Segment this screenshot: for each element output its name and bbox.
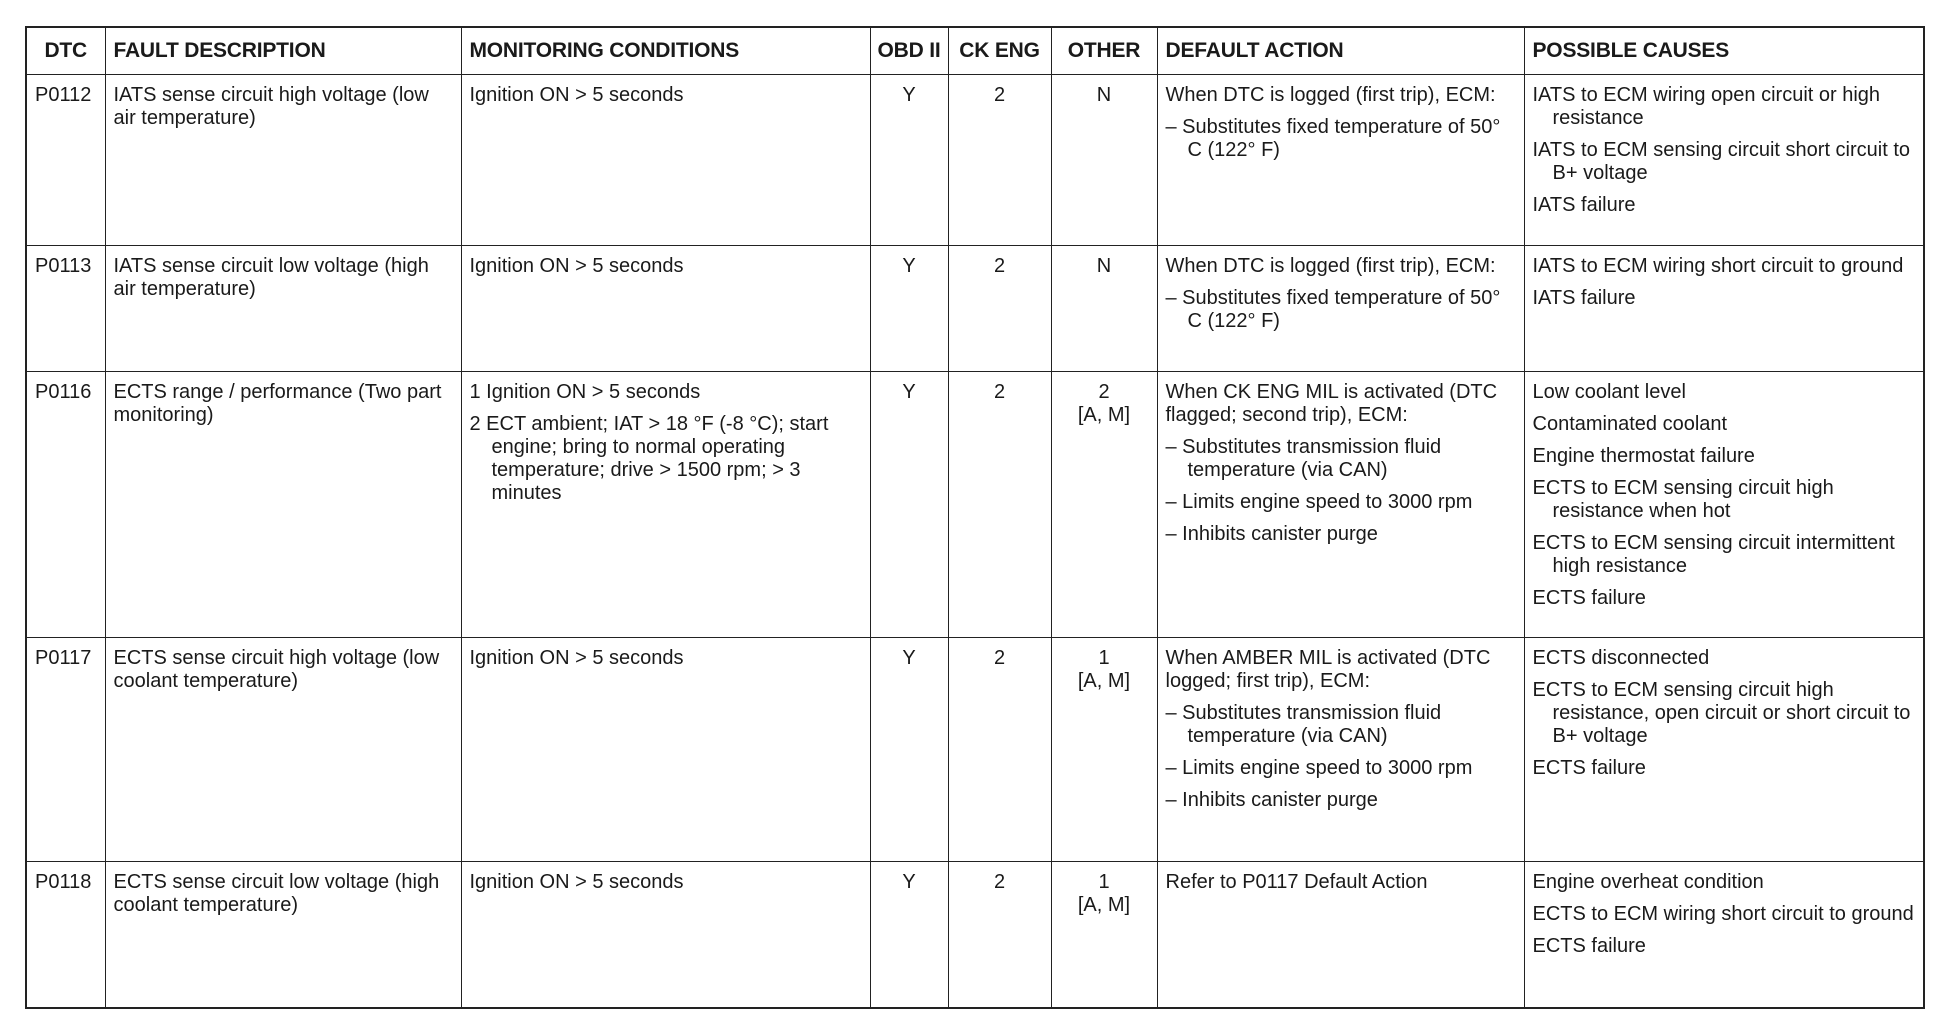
cause-item: ECTS failure [1532, 587, 1646, 609]
default-action [1157, 862, 1524, 1009]
monitoring-line: Ignition ON > 5 seconds [469, 255, 684, 277]
header-dtc: DTC [26, 27, 105, 75]
default-action [1157, 246, 1524, 372]
header-ck-eng: CK ENG [948, 27, 1051, 75]
header-other: OTHER [1051, 27, 1157, 75]
action-item: – Substitutes transmission fluid temperature (via CAN) [1165, 436, 1442, 481]
possible-causes [1524, 372, 1924, 638]
default-action [1157, 638, 1524, 862]
obd-ii-value: Y [870, 638, 948, 862]
header-fault-description: FAULT DESCRIPTION [105, 27, 461, 75]
ck-eng-value: 2 [948, 862, 1051, 1009]
possible-causes [1524, 638, 1924, 862]
other-value [1051, 75, 1157, 246]
other-main: 2 [1098, 381, 1110, 403]
cause-item: ECTS to ECM sensing circuit intermittent high resistance [1532, 532, 1895, 577]
dtc-code: P0113 [26, 246, 105, 372]
cause-item: IATS to ECM wiring short circuit to ground [1532, 255, 1904, 277]
monitoring-conditions [461, 638, 870, 862]
action-item: – Inhibits canister purge [1165, 789, 1378, 811]
table-row-p0113 [26, 246, 1924, 372]
header-row [26, 27, 1924, 75]
monitoring-line: 2 ECT ambient; IAT > 18 °F (-8 °C); start engine; bring to normal operating temperature; drive > 1500 rpm; > 3 minutes [469, 413, 829, 504]
other-value [1051, 246, 1157, 372]
obd-ii-value: Y [870, 862, 948, 1009]
other-main: N [1096, 84, 1112, 106]
obd-ii-value: Y [870, 372, 948, 638]
action-intro: When AMBER MIL is activated (DTC logged; first trip), ECM: [1165, 647, 1491, 692]
other-sub: [A, M] [1077, 670, 1131, 692]
possible-causes [1524, 75, 1924, 246]
monitoring-conditions [461, 75, 870, 246]
cause-item: IATS failure [1532, 287, 1636, 309]
dtc-code: P0116 [26, 372, 105, 638]
obd-ii-value: Y [870, 246, 948, 372]
cause-item: Engine overheat condition [1532, 871, 1764, 893]
action-intro: When CK ENG MIL is activated (DTC flagged; second trip), ECM: [1165, 381, 1498, 426]
cause-item: IATS failure [1532, 194, 1636, 216]
other-main: 1 [1098, 871, 1110, 893]
cause-item: ECTS to ECM sensing circuit high resistance when hot [1532, 477, 1834, 522]
default-action [1157, 75, 1524, 246]
monitoring-line: Ignition ON > 5 seconds [469, 84, 684, 106]
cause-item: ECTS to ECM sensing circuit high resistance, open circuit or short circuit to B+ voltage [1532, 679, 1911, 747]
ck-eng-value: 2 [948, 246, 1051, 372]
action-item: – Substitutes fixed temperature of 50° C (122° F) [1165, 116, 1501, 161]
default-action [1157, 372, 1524, 638]
dtc-code: P0118 [26, 862, 105, 1009]
fault-description: IATS sense circuit low voltage (high air temperature) [105, 246, 461, 372]
action-intro: When DTC is logged (first trip), ECM: [1165, 255, 1496, 277]
table-row-p0117 [26, 638, 1924, 862]
ck-eng-value: 2 [948, 372, 1051, 638]
other-main: N [1096, 255, 1112, 277]
dtc-table-sheet [25, 26, 1923, 1009]
cause-item: IATS to ECM wiring open circuit or high resistance [1532, 84, 1881, 129]
action-item: – Substitutes transmission fluid temperature (via CAN) [1165, 702, 1442, 747]
cause-item: ECTS disconnected [1532, 647, 1710, 669]
action-item: – Substitutes fixed temperature of 50° C (122° F) [1165, 287, 1501, 332]
fault-description: ECTS range / performance (Two part monitoring) [105, 372, 461, 638]
other-value [1051, 372, 1157, 638]
action-intro: When DTC is logged (first trip), ECM: [1165, 84, 1496, 106]
fault-description: ECTS sense circuit low voltage (high coolant temperature) [105, 862, 461, 1009]
action-intro: Refer to P0117 Default Action [1165, 871, 1428, 893]
ck-eng-value: 2 [948, 75, 1051, 246]
monitoring-line: Ignition ON > 5 seconds [469, 647, 684, 669]
table-row-p0116 [26, 372, 1924, 638]
other-value [1051, 638, 1157, 862]
dtc-code: P0112 [26, 75, 105, 246]
possible-causes [1524, 246, 1924, 372]
ck-eng-value: 2 [948, 638, 1051, 862]
header-monitoring-conditions: MONITORING CONDITIONS [461, 27, 870, 75]
monitoring-conditions [461, 246, 870, 372]
action-item: – Inhibits canister purge [1165, 523, 1378, 545]
header-possible-causes: POSSIBLE CAUSES [1524, 27, 1924, 75]
other-sub: [A, M] [1077, 404, 1131, 426]
obd-ii-value: Y [870, 75, 948, 246]
cause-item: ECTS failure [1532, 757, 1646, 779]
monitoring-line: 1 Ignition ON > 5 seconds [469, 381, 701, 403]
dtc-code: P0117 [26, 638, 105, 862]
cause-item: IATS to ECM sensing circuit short circuit to B+ voltage [1532, 139, 1911, 184]
other-sub: [A, M] [1077, 894, 1131, 916]
fault-description: ECTS sense circuit high voltage (low coolant temperature) [105, 638, 461, 862]
fault-description: IATS sense circuit high voltage (low air temperature) [105, 75, 461, 246]
action-item: – Limits engine speed to 3000 rpm [1165, 757, 1473, 779]
possible-causes [1524, 862, 1924, 1009]
cause-item: Contaminated coolant [1532, 413, 1728, 435]
cause-item: ECTS failure [1532, 935, 1646, 957]
header-obd-ii: OBD II [870, 27, 948, 75]
monitoring-conditions [461, 372, 870, 638]
cause-item: Engine thermostat failure [1532, 445, 1755, 467]
other-main: 1 [1098, 647, 1110, 669]
cause-item: ECTS to ECM wiring short circuit to ground [1532, 903, 1914, 925]
table-row-p0112 [26, 75, 1924, 246]
header-default-action: DEFAULT ACTION [1157, 27, 1524, 75]
cause-item: Low coolant level [1532, 381, 1686, 403]
monitoring-line: Ignition ON > 5 seconds [469, 871, 684, 893]
action-item: – Limits engine speed to 3000 rpm [1165, 491, 1473, 513]
table-row-p0118 [26, 862, 1924, 1009]
dtc-table [25, 26, 1925, 1009]
other-value [1051, 862, 1157, 1009]
monitoring-conditions [461, 862, 870, 1009]
